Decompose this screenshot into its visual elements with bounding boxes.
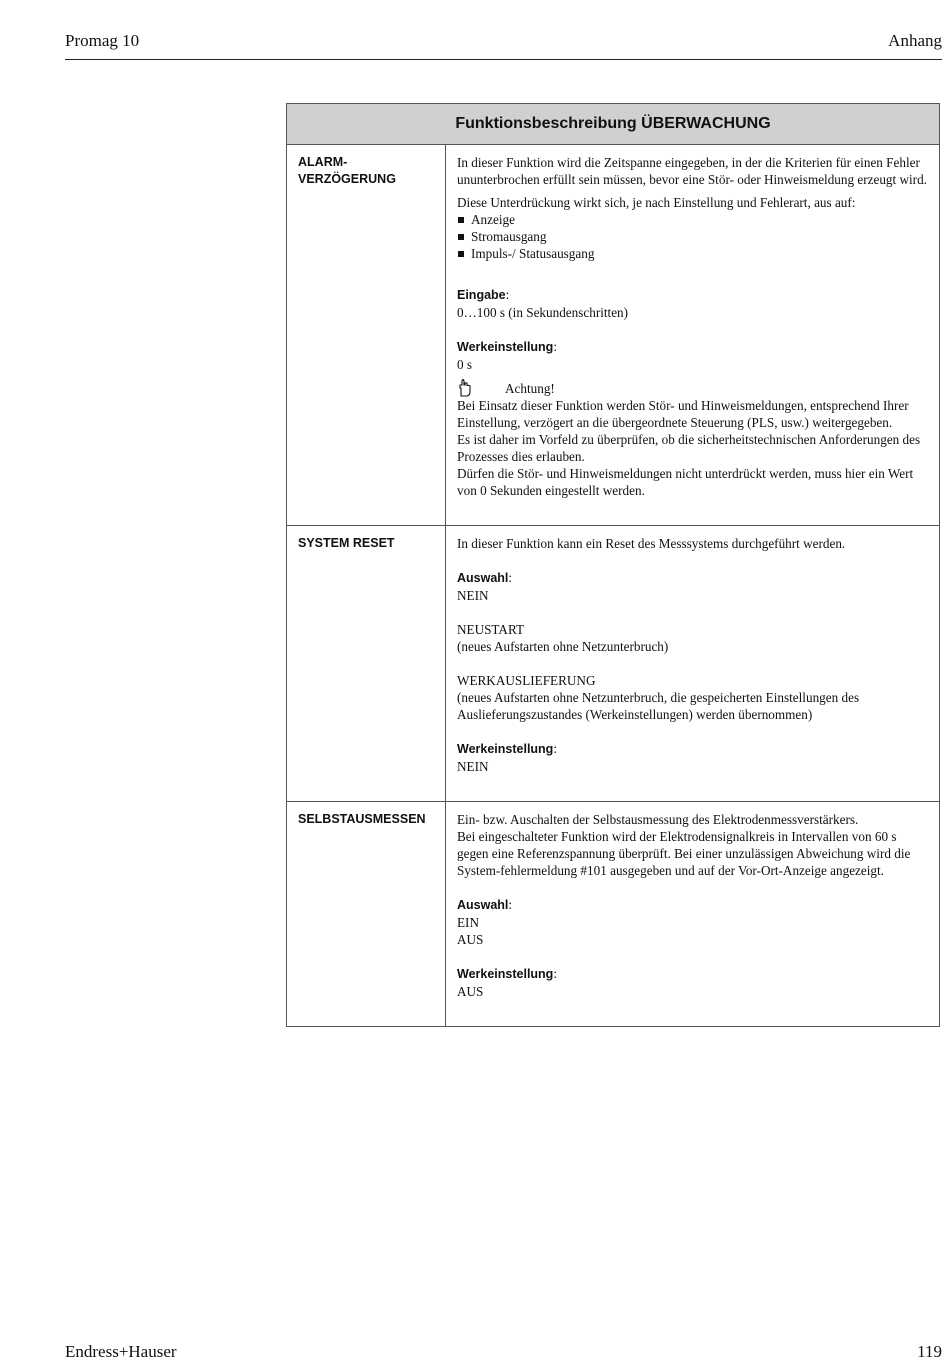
default-label: Werkeinstellung bbox=[457, 967, 554, 981]
effect-list bbox=[457, 211, 928, 262]
header-left: Promag 10 bbox=[65, 31, 140, 50]
input-value: 0…100 s (in Sekundenschritten) bbox=[457, 305, 629, 320]
default-value: 0 s bbox=[457, 357, 473, 372]
function-description: In dieser Funktion kann ein Reset des Messsystems durchgeführt werden. Auswahl: NEIN NEUSTART (neues Aufstarten ohne Netzunterbruch) WERKAUSLIEFERUNG (neues Aufstarten ohne Netzunterbruch, die gespeicherten Einstellungen des Auslieferungszustandes (Werkeinstellungen) werden übernommen) Werkeinstellung: NEIN bbox=[446, 526, 939, 801]
list-item: Anzeige bbox=[457, 211, 928, 228]
function-table bbox=[286, 103, 940, 1027]
option-description: (neues Aufstarten ohne Netzunterbruch, die gespeicherten Einstellungen des Auslieferungszustandes (Werkeinstellungen) werden übernommen) bbox=[457, 690, 860, 722]
option-value: NEUSTART bbox=[457, 622, 525, 637]
hand-icon bbox=[457, 379, 473, 397]
table-title: Funktionsbeschreibung ÜBERWACHUNG bbox=[287, 104, 939, 145]
option-value: WERKAUSLIEFERUNG bbox=[457, 673, 596, 688]
option-value: NEIN bbox=[457, 588, 489, 603]
footer-left: Endress+Hauser bbox=[65, 1342, 177, 1361]
table-row bbox=[287, 526, 939, 802]
header-rule bbox=[65, 59, 942, 60]
effect-text: Diese Unterdrückung wirkt sich, je nach Einstellung und Fehlerart, aus auf: bbox=[457, 195, 856, 210]
list-item: Stromausgang bbox=[457, 228, 928, 245]
warning-text: Dürfen die Stör- und Hinweismeldungen nicht unterdrückt werden, muss hier ein Wert von 0 Sekunden eingestellt werden. bbox=[457, 466, 914, 498]
select-label: Auswahl bbox=[457, 571, 509, 585]
default-label: Werkeinstellung bbox=[457, 340, 554, 354]
function-name: SYSTEM RESET bbox=[287, 526, 446, 801]
function-description: In dieser Funktion wird die Zeitspanne eingegeben, in der die Kriterien für einen Fehler ununterbrochen erfüllt sein müssen, bevor eine Stör- oder Hinweismeldung erzeugt wird. Diese Unterdrückung wirkt sich, je nach Einstellung und Fehlerart, aus auf: Anzeige Stromausgang Impuls-/ Statusausgang Eingabe: 0…100 s (in Sekundenschritten) Werkeinstellung: 0 s Achtung! Bei Einsatz dieser Funktion werden Stör- und Hinweismeldungen, entsprechend Ihrer Einstellung, verzögert an die übergeordnete Steuerung (PLS, usw.) weitergegeben. Es ist daher im Vorfeld zu überprüfen, ob die sicherheitstechnischen Anforderungen des Prozesses dies erlauben. Dürfen die Stör- und Hinweismeldungen nicht unterdrückt werden, muss hier ein Wert von 0 Sekunden eingestellt werden. bbox=[457, 155, 927, 498]
warning-title: Achtung! bbox=[505, 380, 555, 396]
table-row bbox=[287, 145, 939, 526]
page-number: 119 bbox=[917, 1342, 942, 1361]
function-name: SELBSTAUSMESSEN bbox=[287, 802, 446, 1026]
table-row bbox=[287, 802, 939, 1026]
warning-text: Bei Einsatz dieser Funktion werden Stör- und Hinweismeldungen, entsprechend Ihrer Einstellung, verzögert an die übergeordnete Steuerung (PLS, usw.) weitergegeben. bbox=[457, 398, 909, 430]
warning-text: Es ist daher im Vorfeld zu überprüfen, ob die sicherheitstechnischen Anforderungen des Prozesses dies erlauben. bbox=[457, 432, 921, 464]
intro-text: In dieser Funktion wird die Zeitspanne eingegeben, in der die Kriterien für einen Fehler ununterbrochen erfüllt sein müssen, bevor eine Stör- oder Hinweismeldung erzeugt wird. bbox=[457, 155, 927, 187]
option-value: EIN bbox=[457, 915, 479, 930]
input-label: Eingabe bbox=[457, 288, 506, 302]
default-value: NEIN bbox=[457, 759, 489, 774]
option-value: AUS bbox=[457, 932, 484, 947]
option-description: (neues Aufstarten ohne Netzunterbruch) bbox=[457, 639, 669, 654]
function-description: Ein- bzw. Auschalten der Selbstausmessung des Elektrodenmessverstärkers. Bei eingeschalteter Funktion wird der Elektrodensignalkreis in Intervallen von 60 s gegen eine Referenzspannung überprüft. Bei einer unzulässigen Abweichung wird die System-fehlermeldung #101 ausgegeben und auf der Vor-Ort-Anzeige angezeigt. Auswahl: EIN AUS Werkeinstellung: AUS bbox=[446, 802, 939, 1026]
default-label: Werkeinstellung bbox=[457, 742, 554, 756]
intro-text: In dieser Funktion kann ein Reset des Messsystems durchgeführt werden. bbox=[457, 536, 846, 551]
select-label: Auswahl bbox=[457, 898, 509, 912]
intro-text: Bei eingeschalteter Funktion wird der Elektrodensignalkreis in Intervallen von 60 s gegen eine Referenzspannung überprüft. Bei einer unzulässigen Abweichung wird die System-fehlermeldung #101 ausgegeben und auf der Vor-Ort-Anzeige angezeigt. bbox=[457, 829, 911, 878]
list-item: Impuls-/ Statusausgang bbox=[457, 245, 928, 262]
intro-text: Ein- bzw. Auschalten der Selbstausmessung des Elektrodenmessverstärkers. bbox=[457, 812, 859, 827]
header-right: Anhang bbox=[888, 31, 942, 50]
warning-heading bbox=[457, 379, 928, 397]
function-name: ALARM- VERZÖGERUNG bbox=[287, 145, 446, 525]
default-value: AUS bbox=[457, 984, 484, 999]
